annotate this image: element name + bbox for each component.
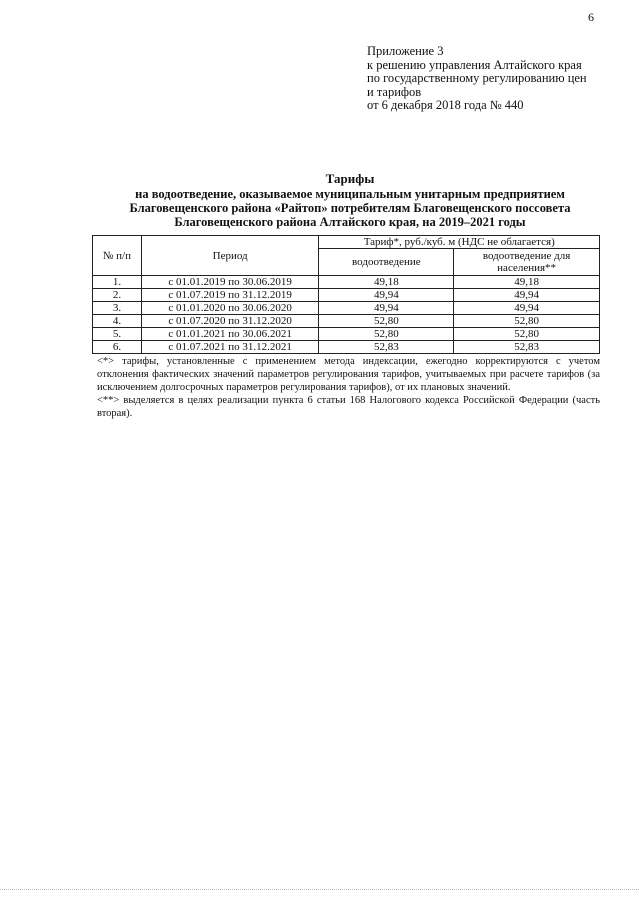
tariff-table xyxy=(92,235,600,354)
row-population: 52,83 xyxy=(454,341,600,354)
row-period: с 01.07.2020 по 31.12.2020 xyxy=(141,315,319,328)
row-general: 49,94 xyxy=(319,302,454,315)
page-number: 6 xyxy=(588,10,594,24)
row-number: 4. xyxy=(93,315,142,328)
title-main: Тарифы xyxy=(325,171,375,186)
row-population: 52,80 xyxy=(454,315,600,328)
row-population: 49,94 xyxy=(454,302,600,315)
row-general: 52,83 xyxy=(319,341,454,354)
appendix-line: от 6 декабря 2018 года № 440 xyxy=(367,98,524,112)
header-population: водоотведение для населения** xyxy=(454,249,600,276)
footnotes xyxy=(97,355,600,420)
table-row xyxy=(93,289,600,302)
header-period: Период xyxy=(141,236,319,276)
appendix-line: Приложение 3 xyxy=(367,44,444,58)
row-period: с 01.01.2021 по 30.06.2021 xyxy=(141,328,319,341)
row-number: 2. xyxy=(93,289,142,302)
footnote-population: <**> выделяется в целях реализации пункта 6 статьи 168 Налогового кодекса Российской Федерации (часть вторая). xyxy=(97,395,600,419)
table-row xyxy=(93,276,600,289)
table-row xyxy=(93,302,600,315)
row-number: 5. xyxy=(93,328,142,341)
page-bottom-rule xyxy=(0,889,639,890)
appendix-line: и тарифов xyxy=(367,84,422,99)
appendix-line: по государственному регулированию цен xyxy=(367,71,587,85)
table-row xyxy=(93,328,600,341)
row-number: 1. xyxy=(93,276,142,289)
row-population: 49,94 xyxy=(454,289,600,302)
header-tariff-group: Тариф*, руб./куб. м (НДС не облагается) xyxy=(319,236,600,249)
header-number: № п/п xyxy=(93,236,142,276)
table-row xyxy=(93,341,600,354)
row-number: 6. xyxy=(93,341,142,354)
row-period: с 01.01.2020 по 30.06.2020 xyxy=(141,302,319,315)
row-general: 49,18 xyxy=(319,276,454,289)
title-line: на водоотведение, оказываемое муниципальным унитарным предприятием xyxy=(135,187,565,201)
appendix-header xyxy=(367,45,587,113)
header-general: водоотведение xyxy=(319,249,454,276)
row-period: с 01.07.2019 по 31.12.2019 xyxy=(141,289,319,302)
row-general: 52,80 xyxy=(319,328,454,341)
table-row xyxy=(93,315,600,328)
title-line: Благовещенского района «Райтоп» потребителям Благовещенского поссовета xyxy=(129,201,571,215)
row-population: 52,80 xyxy=(454,328,600,341)
row-number: 3. xyxy=(93,302,142,315)
row-general: 52,80 xyxy=(319,315,454,328)
document-title xyxy=(60,172,639,229)
footnote-tariff: <*> тарифы, установленные с применением метода индексации, ежегодно корректируются с учетом отклонения фактических значений параметров регулирования тарифов, учитываемых при расчете тарифов (за исключением долгосрочных параметров регулирования тарифов), от их плановых значений. xyxy=(97,356,600,393)
title-line: Благовещенского района Алтайского края, на 2019–2021 годы xyxy=(174,215,526,229)
row-period: с 01.07.2021 по 31.12.2021 xyxy=(141,341,319,354)
row-period: с 01.01.2019 по 30.06.2019 xyxy=(141,276,319,289)
row-general: 49,94 xyxy=(319,289,454,302)
appendix-line: к решению управления Алтайского края xyxy=(367,57,582,72)
row-population: 49,18 xyxy=(454,276,600,289)
